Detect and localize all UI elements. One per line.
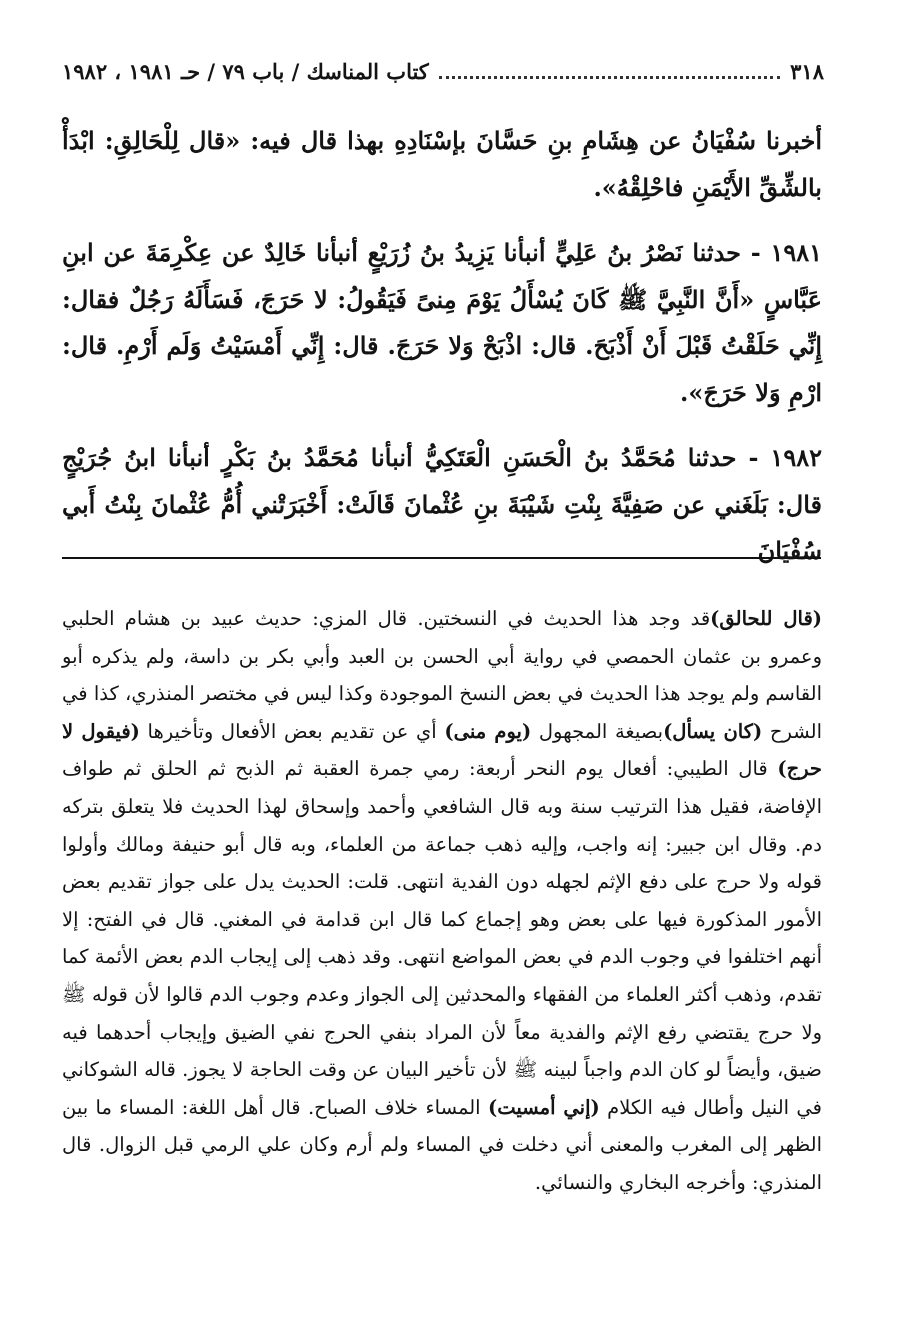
commentary-keyword: (إني أمسيت) <box>487 1095 600 1119</box>
running-title: كتاب المناسك / باب ٧٩ / حـ ١٩٨١ ، ١٩٨٢ <box>62 58 429 84</box>
commentary-text: قد وجد هذا الحديث في النسختين. قال المزي: حديث عبيد بن هشام الحلبي وعمرو بن عثمان الحمصي في رواية أبي الحسن بن العبد وأبي بكر بن داسة، ولم يذكره أبو القاسم ولم يوجد هذا الحديث في بعض النسخ الموجودة وكذا ليس في مختصر المنذري، كذا في الشرح <box>62 607 822 743</box>
commentary-paragraph <box>62 600 822 1202</box>
hadith-1981 <box>62 230 822 416</box>
hadith-intro: أخبرنا سُفْيَانُ عن هِشَامِ بنِ حَسَّانَ بإسْنَادِهِ بهذا قال فيه: «قال لِلْحَالِقِ: ابْدَأْ بالشِّقِّ الأَيْمَنِ فاحْلِقْهُ». <box>62 126 822 202</box>
commentary-keyword: (فيقول لا حرج) <box>62 719 822 781</box>
hadith-body: حدثنا نَصْرُ بنُ عَلِيٍّ أنبأنا يَزِيدُ بنُ زُرَيْعٍ أنبأنا خَالِدٌ عن عِكْرِمَةَ عن ابنِ عَبَّاسٍ «أَنَّ النَّبِيَّ ﷺ كَانَ يُسْأَلُ يَوْمَ مِنىً فَيَقُولُ: لا حَرَجَ، فَسَأَلَهُ رَجُلٌ فقال: إِنِّي حَلَقْتُ قَبْلَ أَنْ أَذْبَحَ. قال: اذْبَحْ وَلا حَرَجَ. قال: إِنِّي أَمْسَيْتُ وَلَم أَرْمِ. قال: ارْمِ وَلا حَرَجَ». <box>62 238 822 407</box>
hadith-number: ١٩٨١ - <box>750 238 822 267</box>
hadith-body: حدثنا مُحَمَّدُ بنُ الْحَسَنِ الْعَتَكِيُّ أنبأنا مُحَمَّدُ بنُ بَكْرٍ أنبأنا ابنُ جُرَيْجٍ قال: بَلَغَني عن صَفِيَّةَ بِنْتِ شَيْبَةَ بنِ عُثْمانَ قَالَتْ: أَخْبَرَتْني أُمُّ عُثْمانَ بِنْتُ أَبي سُفْيَانَ <box>62 443 822 565</box>
footnote-separator <box>62 557 821 559</box>
commentary-text: المساء خلاف الصباح. قال أهل اللغة: المساء ما بين الظهر إلى المغرب والمعنى أني دخلت في المساء ولم أرم وكان علي الرمي قبل الزوال. قال المنذري: وأخرجه البخاري والنسائي. <box>62 1095 822 1194</box>
hadith-1982 <box>62 435 822 575</box>
commentary-text: قال الطيبي: أفعال يوم النحر أربعة: رمي جمرة العقبة ثم الذبح ثم الحلق ثم طواف الإفاضة، فقيل هذا الترتيب سنة وبه قال الشافعي وأحمد وإسحاق لهذا الحديث فلا يتعلق بتركه دم. وقال ابن جبير: إنه واجب، وإليه ذهب جماعة من العلماء، وبه قال أبو حنيفة ومالك وأولوا قوله ولا حرج على دفع الإثم لجهله دون الفدية انتهى. قلت: الحديث يدل على جواز تقديم بعض الأمور المذكورة فيها على بعض وهو إجماع كما قال ابن قدامة في المغني. قال في الفتح: إلا أنهم اختلفوا في وجوب الدم في بعض المواضع انتهى. وقد ذهب إلى إيجاب الدم بعض الأئمة كما تقدم، وذهب أكثر العلماء من الفقهاء والمحدثين إلى الجواز وعدم وجوب الدم قالوا لأن قوله ﷺ ولا حرج يقتضي رفع الإثم والفدية معاً لأن المراد بنفي الحرج نفي الضيق وإيجاب أحدهما فيه ضيق، وأيضاً لو كان الدم واجباً لبينه ﷺ لأن تأخير البيان عن وقت الحاجة لا يجوز. قاله الشوكاني في النيل وأطال فيه الكلام <box>62 757 822 1119</box>
page-number: ٣١٨ <box>790 58 824 84</box>
dotted-leader <box>439 76 780 79</box>
commentary-keyword: (قال للحالق) <box>710 607 822 630</box>
commentary-text: بصيغة المجهول <box>531 719 664 743</box>
commentary-text: أي عن تقديم بعض الأفعال وتأخيرها <box>139 719 445 743</box>
commentary-keyword: (كان يسأل) <box>663 719 763 743</box>
commentary-keyword: (يوم منى) <box>444 719 532 743</box>
running-header <box>62 52 824 90</box>
hadith-text <box>62 118 822 575</box>
hadith-number: ١٩٨٢ - <box>748 443 822 472</box>
commentary <box>62 600 822 1202</box>
